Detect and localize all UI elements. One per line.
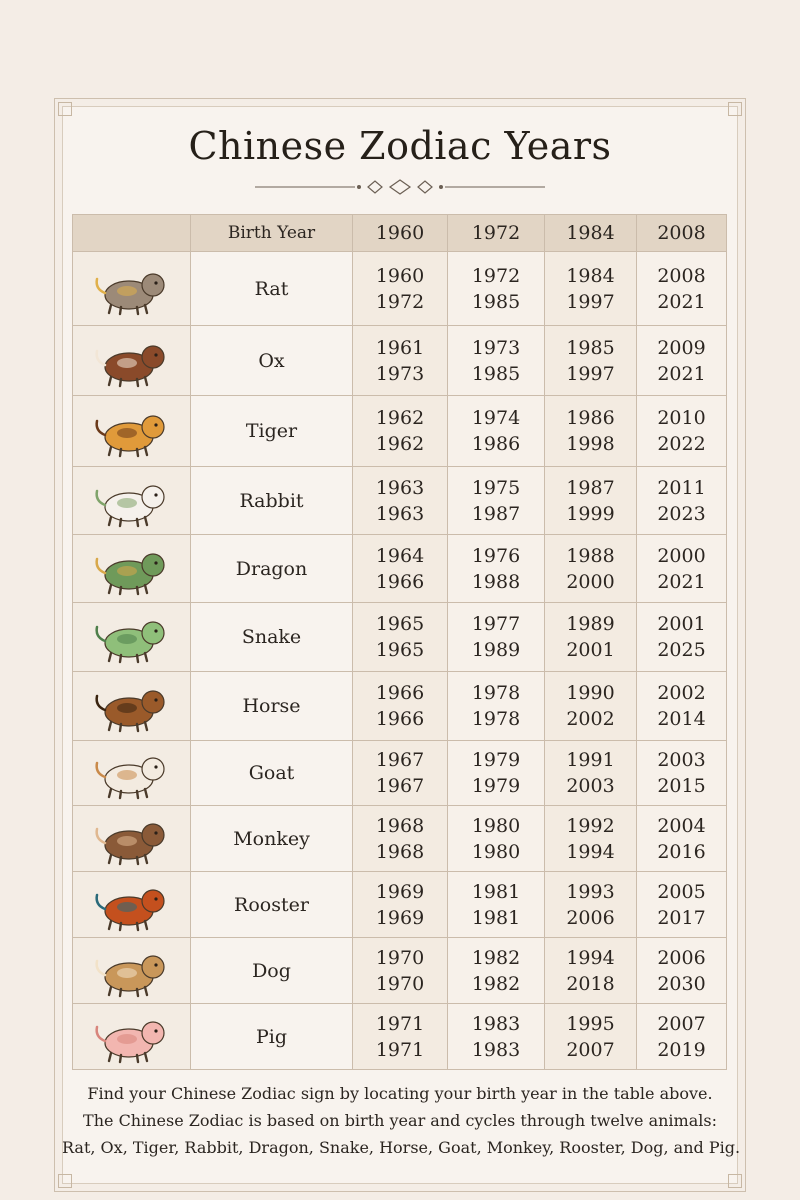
year-value: 1985: [471, 290, 521, 313]
year-cell: [353, 938, 448, 1004]
year-value: 1983: [471, 1012, 521, 1035]
year-cell: [448, 326, 545, 396]
year-value: 1994: [566, 840, 615, 863]
year-value: 1990: [566, 682, 615, 704]
year-value: 1960: [375, 264, 425, 287]
table-row: [73, 806, 727, 872]
animal-image-cell: [73, 326, 191, 396]
animal-name: Goat: [191, 741, 353, 806]
year-value: 2007: [566, 1038, 615, 1061]
year-value: 2001: [657, 613, 706, 635]
year-value: 1973: [471, 336, 521, 359]
year-value: 1992: [566, 814, 615, 837]
year-value: 2015: [657, 775, 706, 797]
year-value: 1986: [566, 407, 615, 429]
animal-image-cell: [73, 603, 191, 672]
year-value: 1983: [471, 1038, 521, 1061]
table-row: [73, 535, 727, 603]
year-value: 2000: [566, 570, 615, 593]
year-cell: [637, 672, 727, 741]
year-value: 1991: [566, 749, 615, 771]
year-value: 1976: [471, 544, 521, 567]
header-birth-year: Birth Year: [191, 215, 353, 252]
rabbit-icon: [89, 473, 175, 529]
animal-image-cell: [73, 252, 191, 326]
animal-image-cell: [73, 872, 191, 938]
table-row: [73, 1004, 727, 1070]
tiger-icon: [89, 403, 175, 459]
year-cell: [545, 252, 637, 326]
year-value: 1971: [375, 1012, 425, 1035]
frame-corner: [58, 102, 72, 116]
table-row: [73, 938, 727, 1004]
year-cell: [637, 252, 727, 326]
year-value: 1978: [471, 682, 521, 704]
animal-name: Tiger: [191, 396, 353, 467]
animal-image-cell: [73, 806, 191, 872]
year-value: 1994: [566, 946, 615, 969]
ox-icon: [89, 333, 175, 389]
year-cell: [637, 806, 727, 872]
year-value: 2006: [657, 946, 706, 969]
year-value: 1980: [471, 814, 521, 837]
header-year-col: 1960: [353, 215, 448, 252]
year-value: 1972: [471, 264, 521, 287]
table-row: [73, 396, 727, 467]
year-cell: [353, 806, 448, 872]
year-value: 1986: [471, 433, 521, 455]
year-cell: [448, 672, 545, 741]
zodiac-table: [72, 214, 727, 1070]
year-value: 1966: [375, 708, 425, 730]
year-cell: [545, 872, 637, 938]
animal-name: Dog: [191, 938, 353, 1004]
year-cell: [353, 741, 448, 806]
year-value: 2021: [657, 362, 706, 385]
year-cell: [637, 603, 727, 672]
year-cell: [637, 326, 727, 396]
rooster-icon: [89, 877, 175, 933]
animal-name: Horse: [191, 672, 353, 741]
year-cell: [353, 672, 448, 741]
table-row: [73, 252, 727, 326]
footer-note: [62, 1080, 741, 1161]
year-value: 2005: [657, 880, 706, 903]
year-value: 1970: [375, 972, 425, 995]
year-value: 2017: [657, 906, 706, 929]
year-value: 2000: [657, 544, 706, 567]
table-row: [73, 672, 727, 741]
pig-icon: [89, 1009, 175, 1065]
year-value: 2004: [657, 814, 706, 837]
year-cell: [448, 252, 545, 326]
footer-line-1: Find your Chinese Zodiac sign by locating your birth year in the table above.: [87, 1084, 713, 1103]
title-ornament-icon: [255, 178, 545, 196]
year-value: 1967: [375, 775, 425, 797]
year-value: 2001: [566, 639, 615, 661]
animal-name: Dragon: [191, 535, 353, 603]
year-cell: [448, 396, 545, 467]
year-value: 1965: [375, 613, 425, 635]
year-value: 1969: [375, 906, 425, 929]
header-year-col: 1984: [545, 215, 637, 252]
year-value: 1975: [471, 476, 521, 499]
animal-image-cell: [73, 938, 191, 1004]
animal-name: Snake: [191, 603, 353, 672]
animal-image-cell: [73, 672, 191, 741]
year-value: 1962: [375, 407, 425, 429]
year-cell: [353, 603, 448, 672]
year-cell: [448, 467, 545, 535]
year-cell: [448, 806, 545, 872]
table-header-row: [73, 215, 727, 252]
year-cell: [545, 672, 637, 741]
year-value: 2002: [566, 708, 615, 730]
year-value: 1985: [566, 336, 615, 359]
animal-name: Rabbit: [191, 467, 353, 535]
dog-icon: [89, 943, 175, 999]
year-value: 2021: [657, 570, 706, 593]
year-cell: [545, 741, 637, 806]
year-value: 1978: [471, 708, 521, 730]
year-value: 1997: [566, 290, 615, 313]
year-value: 1969: [375, 880, 425, 903]
year-cell: [353, 326, 448, 396]
year-cell: [637, 467, 727, 535]
animal-name: Monkey: [191, 806, 353, 872]
year-value: 1979: [471, 775, 521, 797]
animal-image-cell: [73, 396, 191, 467]
year-value: 2009: [657, 336, 706, 359]
year-value: 1961: [375, 336, 425, 359]
year-value: 1987: [566, 476, 615, 499]
year-value: 2030: [657, 972, 706, 995]
year-cell: [448, 535, 545, 603]
year-value: 2021: [657, 290, 706, 313]
year-cell: [353, 467, 448, 535]
year-cell: [637, 872, 727, 938]
year-value: 1963: [375, 476, 425, 499]
year-cell: [545, 806, 637, 872]
year-value: 2010: [657, 407, 706, 429]
footer-line-2: The Chinese Zodiac is based on birth year and cycles through twelve animals:: [83, 1111, 717, 1130]
year-cell: [545, 1004, 637, 1070]
frame-corner: [728, 102, 742, 116]
year-cell: [545, 467, 637, 535]
year-cell: [545, 396, 637, 467]
year-value: 1995: [566, 1012, 615, 1035]
year-value: 2023: [657, 502, 706, 525]
year-value: 1973: [375, 362, 425, 385]
goat-icon: [89, 745, 175, 801]
frame-corner: [728, 1174, 742, 1188]
year-value: 2022: [657, 433, 706, 455]
table-row: [73, 603, 727, 672]
header-image-cell: [73, 215, 191, 252]
year-cell: [448, 741, 545, 806]
year-cell: [448, 872, 545, 938]
year-value: 2018: [566, 972, 615, 995]
year-value: 1981: [471, 880, 521, 903]
year-value: 1982: [471, 972, 521, 995]
animal-name: Pig: [191, 1004, 353, 1070]
year-value: 1988: [566, 544, 615, 567]
table-row: [73, 872, 727, 938]
year-value: 1968: [375, 814, 425, 837]
year-value: 1967: [375, 749, 425, 771]
year-value: 1963: [375, 502, 425, 525]
year-cell: [353, 1004, 448, 1070]
animal-image-cell: [73, 1004, 191, 1070]
animal-image-cell: [73, 741, 191, 806]
dragon-icon: [89, 541, 175, 597]
snake-icon: [89, 609, 175, 665]
year-value: 1985: [471, 362, 521, 385]
year-cell: [637, 396, 727, 467]
year-cell: [545, 938, 637, 1004]
year-value: 1981: [471, 906, 521, 929]
year-value: 1984: [566, 264, 615, 287]
animal-image-cell: [73, 535, 191, 603]
year-value: 1988: [471, 570, 521, 593]
year-value: 1993: [566, 880, 615, 903]
year-cell: [637, 741, 727, 806]
year-value: 2006: [566, 906, 615, 929]
year-value: 2014: [657, 708, 706, 730]
year-value: 1974: [471, 407, 521, 429]
year-value: 1989: [566, 613, 615, 635]
year-cell: [637, 535, 727, 603]
year-value: 1970: [375, 946, 425, 969]
table-row: [73, 326, 727, 396]
year-value: 1982: [471, 946, 521, 969]
year-value: 1998: [566, 433, 615, 455]
year-cell: [448, 938, 545, 1004]
page-title: Chinese Zodiac Years: [188, 124, 612, 168]
year-cell: [637, 938, 727, 1004]
table-row: [73, 741, 727, 806]
frame-corner: [58, 1174, 72, 1188]
year-value: 1966: [375, 682, 425, 704]
footer-line-3: Rat, Ox, Tiger, Rabbit, Dragon, Snake, Horse, Goat, Monkey, Rooster, Dog, and Pig.: [62, 1138, 741, 1157]
year-value: 1971: [375, 1038, 425, 1061]
year-value: 2008: [657, 264, 706, 287]
year-value: 1968: [375, 840, 425, 863]
year-value: 1965: [375, 639, 425, 661]
year-cell: [448, 603, 545, 672]
rat-icon: [89, 261, 175, 317]
year-value: 2007: [657, 1012, 706, 1035]
year-cell: [545, 603, 637, 672]
year-cell: [353, 396, 448, 467]
year-value: 1962: [375, 433, 425, 455]
monkey-icon: [89, 811, 175, 867]
year-value: 2019: [657, 1038, 706, 1061]
year-value: 1977: [471, 613, 521, 635]
year-value: 1989: [471, 639, 521, 661]
year-cell: [353, 872, 448, 938]
year-value: 1964: [375, 544, 425, 567]
year-value: 2002: [657, 682, 706, 704]
horse-icon: [89, 678, 175, 734]
year-value: 1997: [566, 362, 615, 385]
year-cell: [545, 326, 637, 396]
animal-name: Rooster: [191, 872, 353, 938]
year-cell: [545, 535, 637, 603]
animal-name: Ox: [191, 326, 353, 396]
year-cell: [353, 535, 448, 603]
year-cell: [353, 252, 448, 326]
year-value: 2011: [657, 476, 706, 499]
year-value: 1966: [375, 570, 425, 593]
year-value: 1999: [566, 502, 615, 525]
animal-name: Rat: [191, 252, 353, 326]
year-value: 1972: [375, 290, 425, 313]
year-value: 2025: [657, 639, 706, 661]
animal-image-cell: [73, 467, 191, 535]
table-row: [73, 467, 727, 535]
year-cell: [637, 1004, 727, 1070]
year-value: 1979: [471, 749, 521, 771]
year-value: 1980: [471, 840, 521, 863]
header-year-col: 2008: [637, 215, 727, 252]
header-year-col: 1972: [448, 215, 545, 252]
year-cell: [448, 1004, 545, 1070]
year-value: 2016: [657, 840, 706, 863]
year-value: 2003: [566, 775, 615, 797]
year-value: 1987: [471, 502, 521, 525]
year-value: 2003: [657, 749, 706, 771]
